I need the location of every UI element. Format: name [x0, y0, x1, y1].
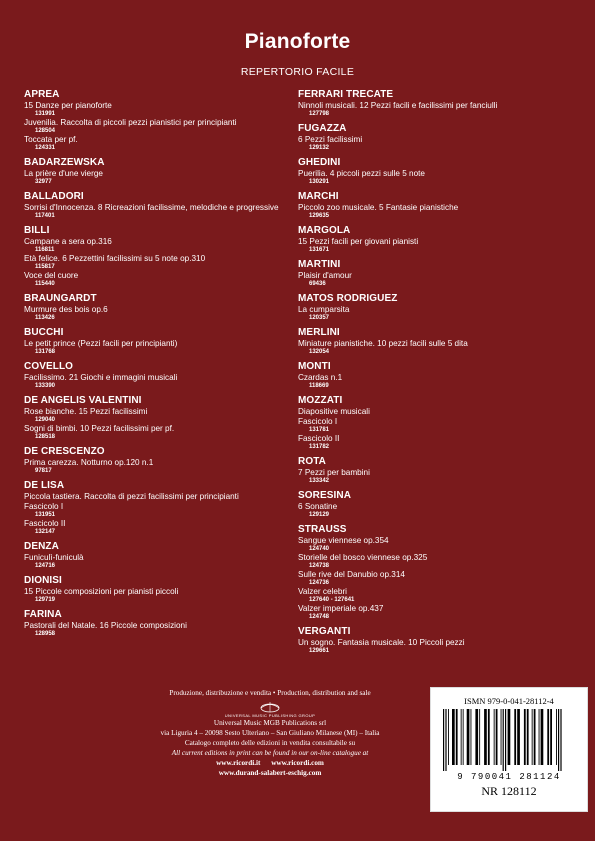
barcode-bar — [517, 709, 520, 765]
composer-name: DIONISI — [24, 575, 62, 586]
catalogue-number: 128518 — [35, 434, 56, 440]
barcode-bar — [514, 709, 516, 765]
barcode-bar — [488, 709, 490, 765]
work-title: Plaisir d'amour — [298, 271, 352, 280]
catalogue-number: 131991 — [35, 111, 56, 117]
catalogue-number: 129719 — [35, 597, 56, 603]
work-title: La prière d'une vierge — [24, 169, 103, 178]
barcode-bar — [541, 709, 544, 765]
work-title: Campane a sera op.316 — [24, 237, 112, 246]
catalogue-number: 128504 — [35, 128, 56, 134]
composer-name: MARTINI — [298, 259, 341, 270]
composer-entry — [298, 191, 568, 220]
catalogue-number: 115440 — [35, 281, 55, 287]
composer-name: MARCHI — [298, 191, 339, 202]
composer-name: COVELLO — [24, 361, 74, 372]
composer-name: MERLINI — [298, 327, 340, 338]
footer-address: via Liguria 4 – 20098 Sesto Ulteriano – San Giuliano Milanese (MI) – Italia — [160, 729, 380, 737]
work-title: Storielle del bosco viennese op.325 — [298, 553, 428, 562]
composer-entry — [298, 490, 568, 519]
work-title: Sulle rive del Danubio op.314 — [298, 570, 405, 579]
composer-entry — [24, 293, 294, 322]
composer-name: DE CRESCENZO — [24, 446, 105, 457]
work-title: Ninnoli musicali. 12 Pezzi facili e facilissimi per fanciulli — [298, 101, 498, 110]
work-title: 15 Pezzi facili per giovani pianisti — [298, 237, 419, 246]
composer-entry — [24, 361, 294, 390]
ismn-code: ISMN 979-0-041-28112-4 — [464, 696, 554, 706]
barcode-bar — [550, 709, 552, 765]
catalogue-number: 124716 — [35, 563, 56, 569]
catalogue-number: 131768 — [35, 349, 56, 355]
catalogue-number: 124738 — [309, 563, 330, 569]
barcode-bar — [501, 709, 502, 765]
composer-name: STRAUSS — [298, 524, 347, 535]
composer-name: VERGANTI — [298, 626, 351, 637]
composer-entry — [298, 259, 568, 288]
barcode-bar — [547, 709, 549, 765]
composer-entry — [298, 293, 568, 322]
composer-entry — [24, 225, 294, 288]
composer-name: DENZA — [24, 541, 59, 552]
composer-name: BADARZEWSKA — [24, 157, 105, 168]
catalogue-number: 32977 — [35, 179, 52, 185]
barcode-digits: 9 790041 281124 — [457, 772, 561, 782]
work-title: Valzer imperiale op.437 — [298, 604, 384, 613]
work-title: 15 Piccole composizioni per pianisti piccoli — [24, 587, 179, 596]
work-title: Juvenilia. Raccolta di piccoli pezzi pianistici per principianti — [24, 118, 237, 127]
catalogue-number: 131671 — [309, 247, 330, 253]
composer-name: MATOS RODRIGUEZ — [298, 293, 398, 304]
left-catalogue-column — [24, 89, 294, 638]
work-title: Rose bianche. 15 Pezzi facilissimi — [24, 407, 148, 416]
barcode-bar — [479, 709, 480, 765]
work-title: Murmure des bois op.6 — [24, 305, 108, 314]
work-title: Puerilia. 4 piccoli pezzi sulle 5 note — [298, 169, 425, 178]
composer-name: BILLI — [24, 225, 50, 236]
composer-name: DE ANGELIS VALENTINI — [24, 395, 142, 406]
catalogue-number: 69436 — [309, 281, 326, 287]
catalogue-number: 127798 — [309, 111, 330, 117]
barcode-bar — [494, 709, 495, 765]
catalogue-number: 124736 — [309, 580, 330, 586]
catalogue-number: 132147 — [35, 529, 56, 535]
catalogue-number: 97817 — [35, 468, 52, 474]
catalogue-number: 130291 — [309, 179, 330, 185]
barcode-bar — [560, 709, 561, 771]
work-title: Fascicolo I — [298, 417, 338, 426]
barcode-bar — [558, 709, 559, 771]
composer-entry — [24, 541, 294, 570]
work-title: Fascicolo II — [298, 434, 340, 443]
composer-name: FARINA — [24, 609, 62, 620]
work-title: Piccolo zoo musicale. 5 Fantasie pianistiche — [298, 203, 459, 212]
catalogue-number: 120357 — [309, 315, 330, 321]
composer-name: APREA — [24, 89, 60, 100]
composer-entry — [298, 524, 568, 621]
work-title: Diapositive musicali — [298, 407, 370, 416]
barcode-bar — [534, 709, 536, 765]
work-title: Età felice. 6 Pezzettini facilissimi su 5 note op.310 — [24, 254, 206, 263]
work-title: Piccola tastiera. Raccolta di pezzi facilissimi per principianti — [24, 492, 239, 501]
barcode-bar — [475, 709, 478, 765]
catalogue-number: 117401 — [35, 213, 55, 219]
link-ricordi-com[interactable]: www.ricordi.com — [271, 759, 324, 767]
work-title: Czardas n.1 — [298, 373, 343, 382]
catalogue-number: 124740 — [309, 546, 330, 552]
page-title: Pianoforte — [244, 30, 351, 53]
barcode-bar — [456, 709, 458, 765]
work-title: Pastorali del Natale. 16 Piccole composizioni — [24, 621, 187, 630]
composer-entry — [24, 609, 294, 638]
work-title: La cumparsita — [298, 305, 350, 314]
catalogue-number: 129040 — [35, 417, 56, 423]
catalogue-number: 116811 — [35, 247, 55, 253]
composer-name: DE LISA — [24, 480, 65, 491]
work-title: 6 Pezzi facilissimi — [298, 135, 363, 144]
catalogue-number: 129132 — [309, 145, 330, 151]
work-title: Le petit prince (Pezzi facili per principianti) — [24, 339, 178, 348]
barcode-bar — [527, 709, 529, 765]
composer-entry — [298, 456, 568, 485]
catalogue-number: 133342 — [309, 478, 330, 484]
composer-entry — [298, 157, 568, 186]
barcode-bar — [496, 709, 498, 765]
work-title: Fascicolo I — [24, 502, 64, 511]
catalogue-number: 129661 — [309, 648, 330, 654]
composer-name: ROTA — [298, 456, 326, 467]
barcode-bar — [505, 709, 506, 771]
barcode-bar — [445, 709, 446, 771]
barcode-bar — [471, 709, 472, 765]
catalogue-number: 129635 — [309, 213, 330, 219]
catalogue-number: 132054 — [309, 349, 330, 355]
work-title: Sangue viennese op.354 — [298, 536, 389, 545]
composer-entry — [24, 395, 294, 441]
composer-name: BALLADORI — [24, 191, 84, 202]
composer-entry — [298, 626, 568, 655]
barcode-bar — [508, 709, 511, 765]
composer-name: FUGAZZA — [298, 123, 347, 134]
work-title: Prima carezza. Notturno op.120 n.1 — [24, 458, 154, 467]
catalogue-number: 133390 — [35, 383, 56, 389]
barcode-bar — [461, 709, 462, 765]
catalogue-number: 127640 - 127641 — [309, 597, 355, 603]
catalogue-number: 118669 — [309, 383, 329, 389]
catalogue-number: 113426 — [35, 315, 55, 321]
composer-entry — [298, 225, 568, 254]
work-title: Facilissimo. 21 Giochi e immagini musicali — [24, 373, 178, 382]
work-title: Funiculì-funiculà — [24, 553, 84, 562]
composer-name: GHEDINI — [298, 157, 341, 168]
work-title: Un sogno. Fantasia musicale. 10 Piccoli pezzi — [298, 638, 465, 647]
catalogue-number: 124331 — [35, 145, 56, 151]
catalogue-number: 129129 — [309, 512, 330, 518]
composer-name: BUCCHI — [24, 327, 64, 338]
composer-name: MONTI — [298, 361, 331, 372]
composer-entry — [24, 157, 294, 186]
composer-name: FERRARI TRECATE — [298, 89, 394, 100]
page-subtitle: REPERTORIO FACILE — [240, 66, 355, 78]
barcode-icon — [441, 709, 577, 771]
composer-entry — [298, 89, 568, 118]
universal-globe-icon — [259, 701, 281, 713]
composer-name: MOZZATI — [298, 395, 343, 406]
composer-entry — [298, 123, 568, 152]
publisher-footer — [110, 688, 430, 778]
composer-name: BRAUNGARDT — [24, 293, 97, 304]
composer-entry — [298, 395, 568, 451]
composer-entry — [298, 361, 568, 390]
barcode-bar — [524, 709, 526, 765]
catalogue-number: 115817 — [35, 264, 55, 270]
composer-entry — [24, 327, 294, 356]
work-title: Valzer celebri — [298, 587, 347, 596]
composer-entry — [24, 191, 294, 220]
right-catalogue-column — [298, 89, 568, 655]
work-title: 6 Sonatine — [298, 502, 338, 511]
composer-name: SORESINA — [298, 490, 352, 501]
barcode-bar — [467, 709, 470, 765]
barcode-bar — [448, 709, 449, 765]
footer-company: Universal Music MGB Publications srl — [213, 719, 327, 727]
footer-catalogue-it: Catalogo completo delle edizioni in vendita consultabile su — [184, 739, 356, 747]
link-ricordi-it[interactable]: www.ricordi.it — [216, 759, 261, 767]
barcode-bar — [556, 709, 557, 765]
barcode-bar — [463, 709, 464, 765]
barcode-bar — [503, 709, 504, 771]
work-title: Fascicolo II — [24, 519, 66, 528]
work-title: Sorrisi d'Innocenza. 8 Ricreazioni facilissime, melodiche e progressive — [24, 203, 279, 212]
composer-entry — [24, 446, 294, 475]
work-title: Toccata per pf. — [24, 135, 78, 144]
work-title: 7 Pezzi per bambini — [298, 468, 370, 477]
barcode-bar — [484, 709, 487, 765]
catalogue-nr: NR 128112 — [481, 784, 537, 798]
work-title: Voce del cuore — [24, 271, 79, 280]
barcode-bar — [532, 709, 533, 765]
work-title: 15 Danze per pianoforte — [24, 101, 112, 110]
barcode-bar — [539, 709, 540, 765]
composer-entry — [298, 327, 568, 356]
publisher-logo-text: UNIVERSAL MUSIC PUBLISHING GROUP — [224, 713, 316, 718]
catalogue-number: 131781 — [309, 427, 330, 433]
link-durand-salabert-eschig[interactable]: www.durand-salabert-eschig.com — [218, 769, 322, 777]
composer-entry — [24, 89, 294, 152]
footer-distribution-line: Produzione, distribuzione e vendita • Production, distribution and sale — [169, 689, 371, 697]
composer-entry — [24, 480, 294, 536]
composer-name: MARGOLA — [298, 225, 351, 236]
footer-catalogue-en: All current editions in print can be found in our on-line catalogue at — [171, 749, 369, 757]
barcode-label — [430, 687, 588, 812]
catalogue-number: 124748 — [309, 614, 330, 620]
catalogue-number: 131782 — [309, 444, 330, 450]
composer-entry — [24, 575, 294, 604]
work-title: Miniature pianistiche. 10 pezzi facili sulle 5 dita — [298, 339, 468, 348]
barcode-bar — [443, 709, 444, 771]
work-title: Sogni di bimbi. 10 Pezzi facilissimi per pf. — [24, 424, 175, 433]
catalogue-number: 131951 — [35, 512, 56, 518]
barcode-bar — [452, 709, 455, 765]
catalogue-number: 128958 — [35, 631, 56, 637]
